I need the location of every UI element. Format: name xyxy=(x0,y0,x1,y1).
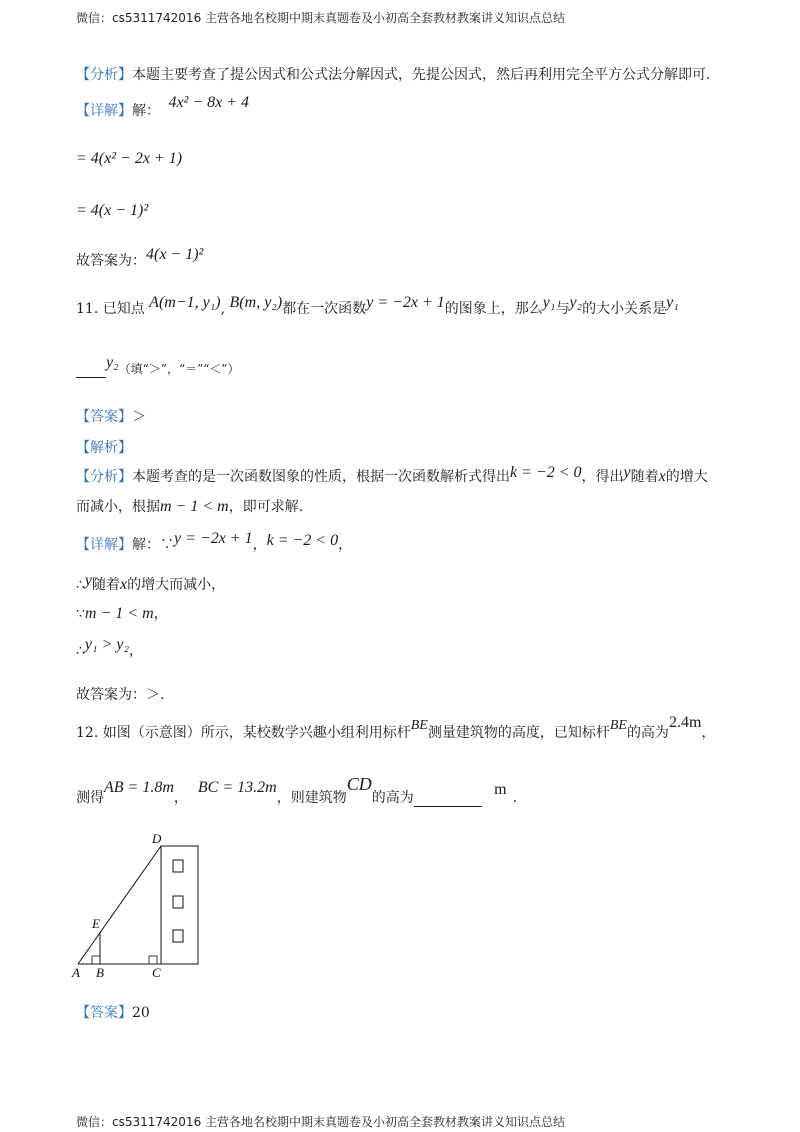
because: ∵ xyxy=(76,606,85,622)
s1-tail: 的增大而减小， xyxy=(127,577,226,593)
point-b: B(m, y₂) xyxy=(229,294,283,311)
label-a: A xyxy=(72,965,80,980)
bc-value: BC = 13.2m xyxy=(197,779,277,796)
step-2: = 4(x − 1)² xyxy=(76,202,149,219)
window-2 xyxy=(173,896,183,908)
q10-detail xyxy=(76,94,250,120)
unit-m: m xyxy=(494,781,507,798)
point-a: A(m−1, y₁) xyxy=(149,294,221,311)
analysis-tag: 【分析】 xyxy=(76,469,132,485)
answer-tag: 【答案】 xyxy=(76,1005,132,1021)
analysis-text: 本题主要考查了提公因式和公式法分解因式，先提公因式，然后再利用完全平方公式分解即可. xyxy=(132,67,711,83)
right-angle-c xyxy=(149,956,157,964)
s1-mid: 随着 xyxy=(92,577,121,593)
analysis-y: y xyxy=(623,464,631,481)
step-1: = 4(x² − 2x + 1) xyxy=(76,150,183,167)
q12-text-e: 测得 xyxy=(76,790,104,806)
therefore: ∴ xyxy=(76,577,85,593)
period: . xyxy=(512,790,518,806)
q11-detail xyxy=(76,530,353,554)
answer-prefix: 故答案为： xyxy=(76,253,146,269)
therefore: ∴ xyxy=(76,643,85,659)
q11-step1 xyxy=(76,574,225,594)
analysis-ineq: m − 1 < m xyxy=(160,498,229,515)
analysis-k: k = −2 < 0 xyxy=(510,464,582,481)
answer-blank[interactable] xyxy=(414,792,482,807)
q11-yu: 与 xyxy=(555,301,570,317)
label-d: D xyxy=(152,831,162,846)
detail-k: k = −2 < 0 xyxy=(266,532,339,549)
q12-line2 xyxy=(76,774,518,807)
line-ad xyxy=(78,846,161,964)
detail-func: y = −2x + 1 xyxy=(174,530,253,547)
detail-end: ， xyxy=(338,537,353,553)
q11-step2 xyxy=(76,603,168,623)
analysis-text-3: 随着 xyxy=(630,469,659,485)
sep: , xyxy=(220,301,226,317)
q11-fill-line xyxy=(76,354,240,378)
s2-tail: ， xyxy=(153,606,168,622)
s2-expr: m − 1 < m xyxy=(84,605,154,622)
page-header: 微信：cs5311742016 主营各地名校期中期末真题卷及小初高全套教材教案讲义知识点总结 xyxy=(76,11,566,25)
q11-question xyxy=(76,294,679,318)
jiexi-tag: 【解析】 xyxy=(76,440,132,456)
q12-text-a: 12. 如图（示意图）所示，某校数学兴趣小组利用标杆 xyxy=(76,725,411,741)
q12-text-g: ，则建筑物 xyxy=(276,790,347,806)
label-b: B xyxy=(96,965,104,980)
analysis-text-1: 本题考查的是一次函数图象的性质，根据一次函数解析式得出 xyxy=(132,469,510,485)
q11-analysis-line2 xyxy=(76,496,303,516)
q11-step3 xyxy=(76,636,144,660)
analysis-text-4: 的增大 xyxy=(665,469,708,485)
s3-expr: y₁ > y₂ xyxy=(84,636,130,653)
q11-y2b: y₂ xyxy=(106,354,119,371)
expr-original: 4x² − 8x + 4 xyxy=(168,94,250,111)
page-footer: 微信：cs5311742016 主营各地名校期中期末真题卷及小初高全套教材教案讲义知识点总结 xyxy=(76,1115,566,1129)
q12-answer xyxy=(76,1002,150,1022)
q10-analysis xyxy=(76,64,710,84)
answer-blank[interactable] xyxy=(76,363,106,378)
analysis-text-2: ，得出 xyxy=(581,469,624,485)
fill-hint: （填“＞”，“＝”“＜”） xyxy=(118,362,240,376)
building xyxy=(161,846,198,964)
label-c: C xyxy=(152,965,161,980)
q11-final: 故答案为：＞. xyxy=(76,687,165,703)
analysis-x: x xyxy=(658,468,666,485)
q11-tail: 的大小关系是 xyxy=(582,301,667,317)
detail-tag: 【详解】 xyxy=(76,103,132,119)
be-1: BE xyxy=(410,718,428,733)
label-e: E xyxy=(92,916,100,931)
q12-line1 xyxy=(76,714,716,742)
q11-func: y = −2x + 1 xyxy=(366,294,445,311)
answer-expr: 4(x − 1)² xyxy=(146,246,204,263)
analysis-line2b: ，即可求解. xyxy=(228,499,304,515)
q11-mid: 都在一次函数 xyxy=(282,301,367,317)
q12-text-f: ， xyxy=(173,790,188,806)
q10-answer xyxy=(76,246,204,270)
s1-x: x xyxy=(120,576,128,593)
height-be: 2.4m xyxy=(668,714,702,731)
q11-analysis-line1 xyxy=(76,466,708,486)
answer-tag: 【答案】 xyxy=(76,409,132,425)
cd-label: CD xyxy=(346,774,372,794)
q11-y1: y₁ xyxy=(542,294,556,311)
be-2: BE xyxy=(609,718,627,733)
q11-answer xyxy=(76,406,146,426)
detail-sep: ， xyxy=(252,537,267,553)
s3-tail: ， xyxy=(129,643,144,659)
q12-text-c: 的高为 xyxy=(626,725,669,741)
detail-tag: 【详解】 xyxy=(76,537,132,553)
right-angle-b xyxy=(92,956,100,964)
q11-y1b: y₁ xyxy=(666,294,679,311)
detail-prefix: 解：∵ xyxy=(132,537,174,553)
analysis-line2a: 而减小，根据 xyxy=(76,499,160,515)
s1-y: y xyxy=(84,572,93,589)
window-3 xyxy=(173,930,183,942)
measurement-diagram xyxy=(70,830,210,980)
q11-y2: y₂ xyxy=(569,294,583,311)
q11-mid2: 的图象上，那么 xyxy=(444,301,543,317)
analysis-tag: 【分析】 xyxy=(76,67,132,83)
answer-value: ＞ xyxy=(132,409,146,425)
q12-text-d: ， xyxy=(701,725,716,741)
q11-number: 11. 已知点 xyxy=(76,301,145,317)
detail-prefix: 解： xyxy=(132,103,160,119)
q12-text-h: 的高为 xyxy=(371,790,414,806)
ab-value: AB = 1.8m xyxy=(104,779,174,796)
window-1 xyxy=(173,860,183,872)
q12-text-b: 测量建筑物的高度，已知标杆 xyxy=(427,725,610,741)
answer-value: 20 xyxy=(132,1005,150,1021)
